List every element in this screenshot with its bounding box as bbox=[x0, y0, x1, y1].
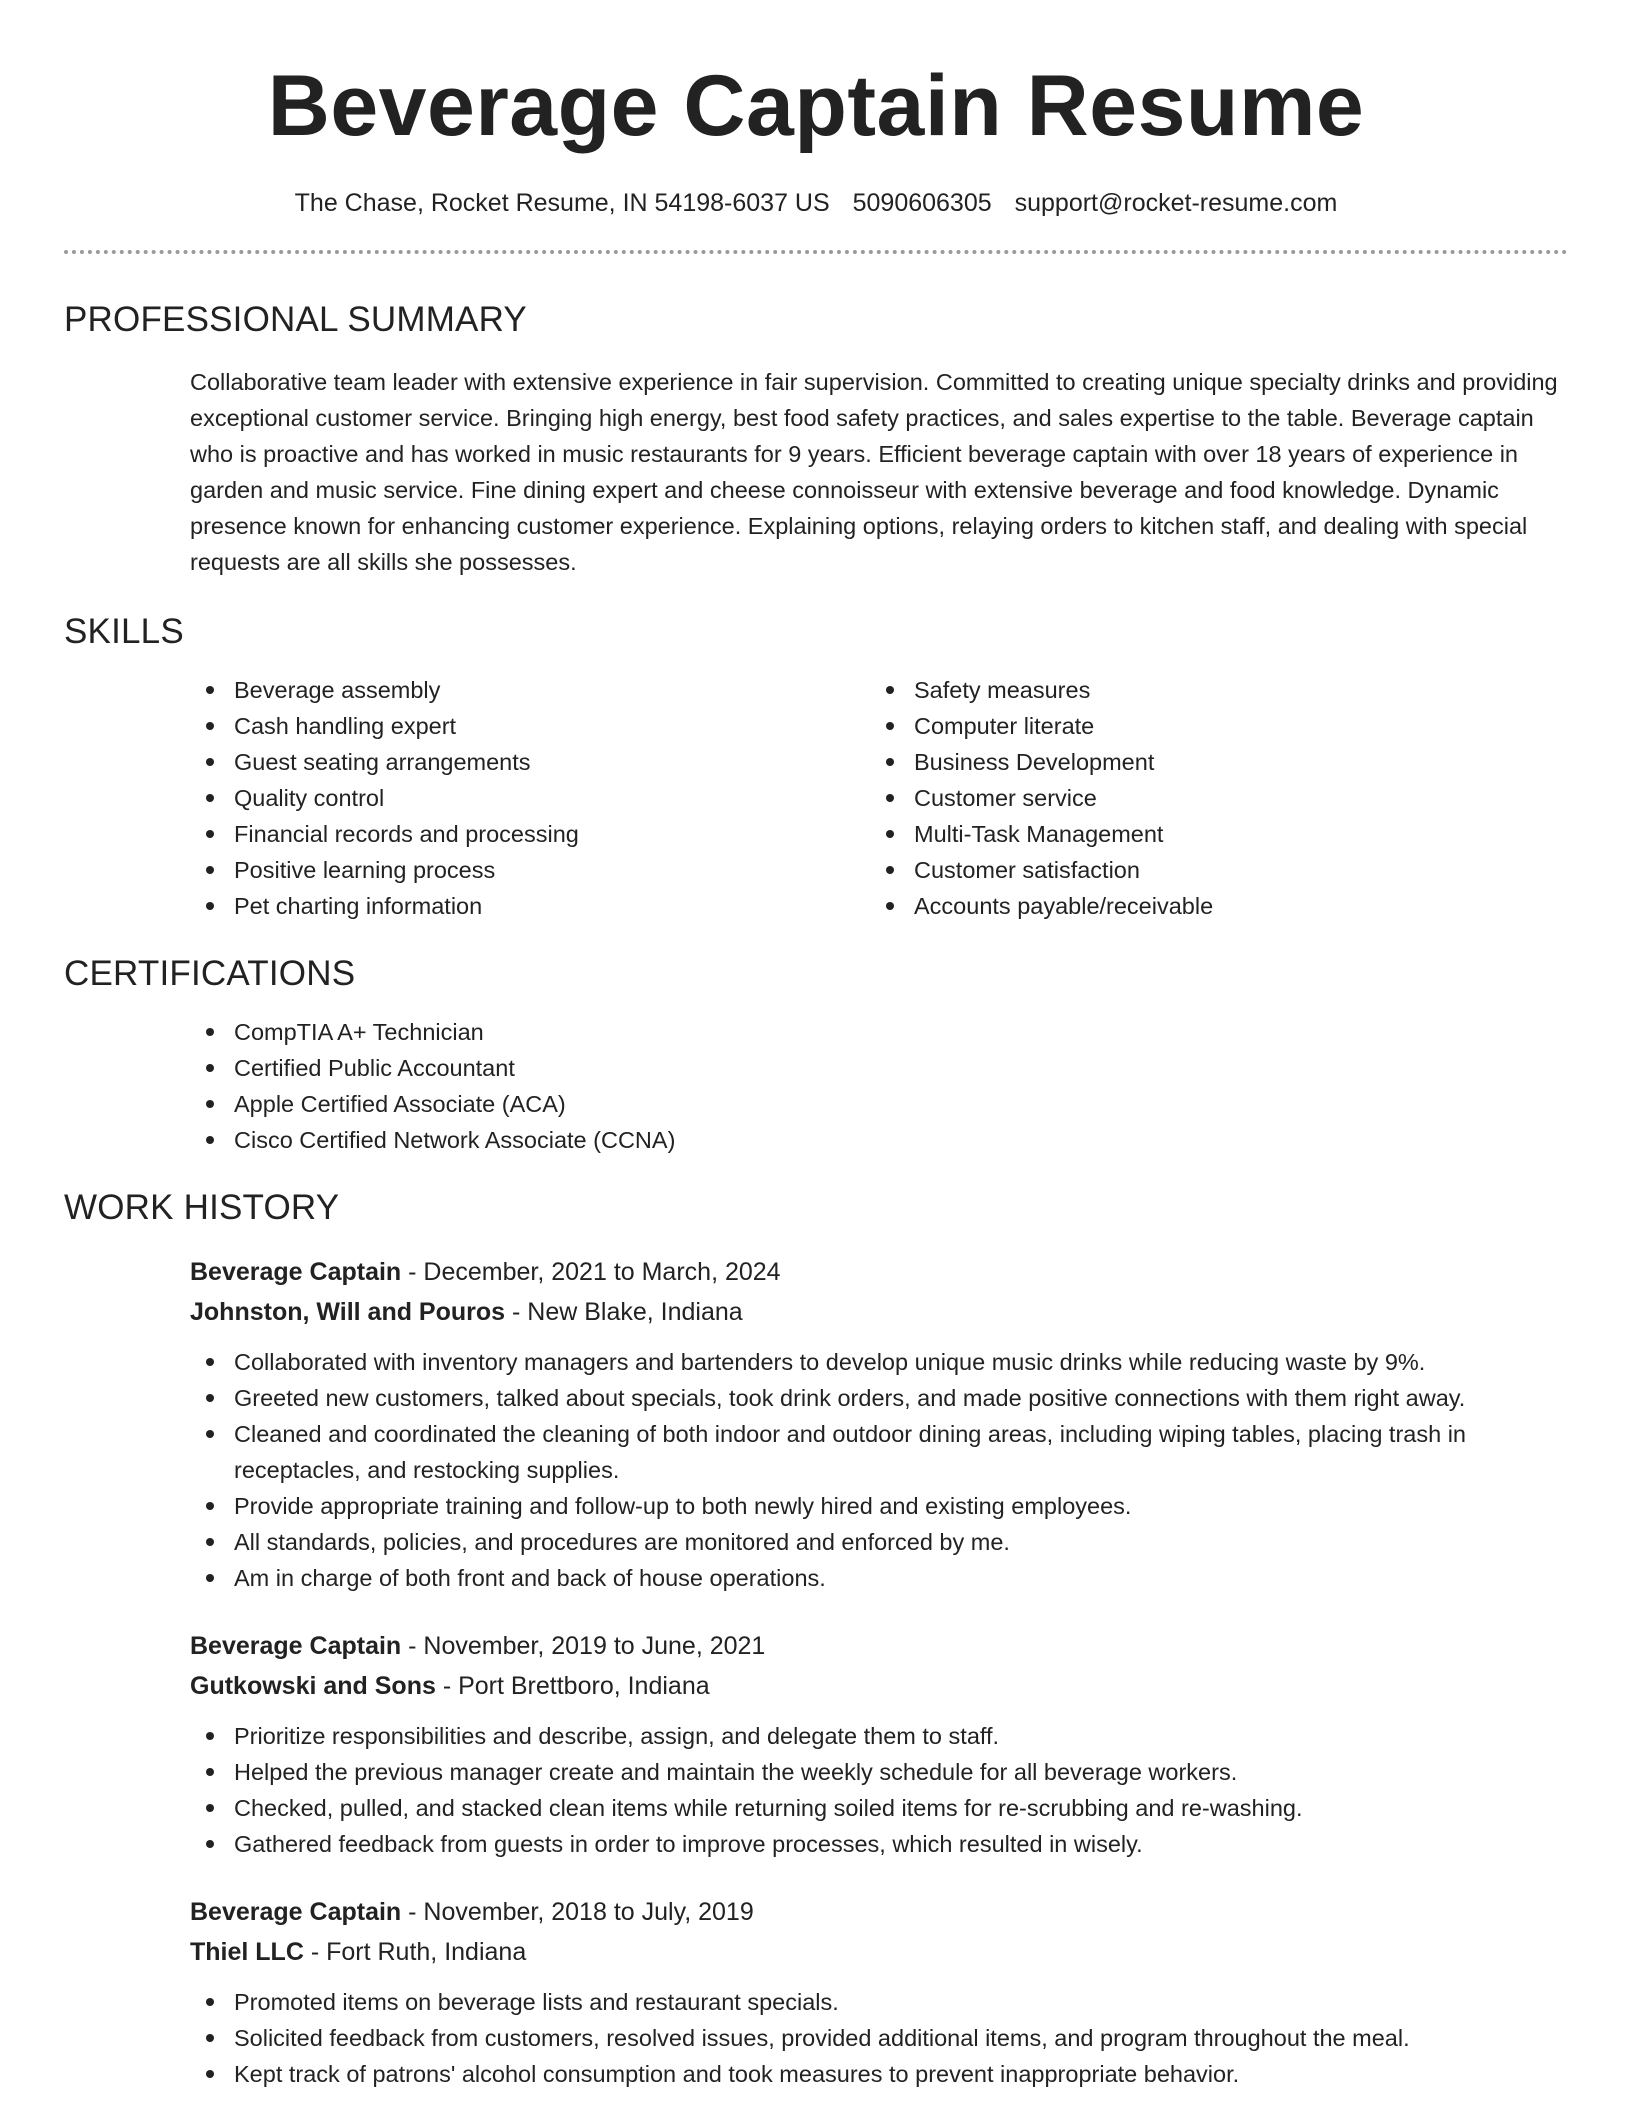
certification-item: CompTIA A+ Technician bbox=[190, 1014, 1568, 1050]
job-bullet: Checked, pulled, and stacked clean items while returning soiled items for re-scrubbing and re-washing. bbox=[190, 1790, 1568, 1826]
summary-text: Collaborative team leader with extensive experience in fair supervision. Committed to creating unique specialty drinks and providing exceptional customer service. Bringing high energy, best food safety practices, and sales expertise to the table. Beverage captain who is proactive and has worked in music restaurants for 9 years. Efficient beverage captain with over 18 years of experience in garden and music service. Fine dining expert and cheese connoisseur with extensive beverage and food knowledge. Dynamic presence known for enhancing customer experience. Explaining options, relaying orders to kitchen staff, and dealing with special requests are all skills she possesses. bbox=[190, 369, 1558, 575]
skill-item: Pet charting information bbox=[190, 888, 870, 924]
job-title: Beverage Captain bbox=[190, 1258, 402, 1286]
job-dates: - December, 2021 to March, 2024 bbox=[401, 1258, 781, 1286]
job-company: Gutkowski and Sons bbox=[190, 1672, 436, 1700]
skill-item: Computer literate bbox=[870, 708, 1550, 744]
job-bullet: Am in charge of both front and back of house operations. bbox=[190, 1560, 1568, 1596]
contact-address: The Chase, Rocket Resume, IN 54198-6037 US bbox=[294, 189, 830, 217]
job-bullet: Promoted items on beverage lists and restaurant specials. bbox=[190, 1984, 1568, 2020]
job-company: Thiel LLC bbox=[190, 1938, 304, 1966]
job-title-line bbox=[190, 1626, 1568, 1666]
skills-list-right bbox=[870, 672, 1550, 924]
job-bullets bbox=[190, 1718, 1568, 1862]
job-title: Beverage Captain bbox=[190, 1632, 402, 1660]
skill-item: Beverage assembly bbox=[190, 672, 870, 708]
job-bullet: Provide appropriate training and follow-up to both newly hired and existing employees. bbox=[190, 1488, 1568, 1524]
job-title-line bbox=[190, 1892, 1568, 1932]
job-dates: - November, 2018 to July, 2019 bbox=[401, 1898, 754, 1926]
skill-item: Positive learning process bbox=[190, 852, 870, 888]
job-bullets bbox=[190, 1984, 1568, 2092]
skill-item: Quality control bbox=[190, 780, 870, 816]
skill-item: Financial records and processing bbox=[190, 816, 870, 852]
skill-item: Multi-Task Management bbox=[870, 816, 1550, 852]
certifications-heading: CERTIFICATIONS bbox=[64, 954, 356, 993]
job-bullet: Kept track of patrons' alcohol consumption and took measures to prevent inappropriate behavior. bbox=[190, 2056, 1568, 2092]
page-title: Beverage Captain Resume bbox=[267, 58, 1365, 154]
contact-line bbox=[64, 186, 1568, 220]
skills-heading: SKILLS bbox=[64, 612, 184, 651]
job-bullet: Collaborated with inventory managers and bartenders to develop unique music drinks while reducing waste by 9%. bbox=[190, 1344, 1568, 1380]
job-location: - Fort Ruth, Indiana bbox=[303, 1938, 527, 1966]
skill-item: Customer service bbox=[870, 780, 1550, 816]
job-bullet: Cleaned and coordinated the cleaning of both indoor and outdoor dining areas, including wiping tables, placing trash in receptacles, and restocking supplies. bbox=[190, 1416, 1568, 1488]
work-history-heading: WORK HISTORY bbox=[64, 1188, 340, 1227]
certifications-list bbox=[190, 1014, 1568, 1158]
job-company-line bbox=[190, 1932, 1568, 1972]
job-title: Beverage Captain bbox=[190, 1898, 402, 1926]
resume-page bbox=[64, 0, 1568, 2092]
job-entry bbox=[190, 1252, 1568, 1596]
skill-item: Customer satisfaction bbox=[870, 852, 1550, 888]
job-bullet: Greeted new customers, talked about specials, took drink orders, and made positive connections with them right away. bbox=[190, 1380, 1568, 1416]
header-divider bbox=[64, 250, 1568, 254]
job-title-line bbox=[190, 1252, 1568, 1292]
job-bullet: All standards, policies, and procedures are monitored and enforced by me. bbox=[190, 1524, 1568, 1560]
job-bullet: Helped the previous manager create and maintain the weekly schedule for all beverage workers. bbox=[190, 1754, 1568, 1790]
job-bullet: Prioritize responsibilities and describe, assign, and delegate them to staff. bbox=[190, 1718, 1568, 1754]
skill-item: Safety measures bbox=[870, 672, 1550, 708]
skill-item: Cash handling expert bbox=[190, 708, 870, 744]
job-entry bbox=[190, 1892, 1568, 2092]
skills-list-left bbox=[190, 672, 870, 924]
summary-heading: PROFESSIONAL SUMMARY bbox=[64, 300, 527, 339]
job-company: Johnston, Will and Pouros bbox=[190, 1298, 506, 1326]
job-dates: - November, 2019 to June, 2021 bbox=[401, 1632, 766, 1660]
job-company-line bbox=[190, 1292, 1568, 1332]
skill-item: Accounts payable/receivable bbox=[870, 888, 1550, 924]
certification-item: Apple Certified Associate (ACA) bbox=[190, 1086, 1568, 1122]
job-bullet: Gathered feedback from guests in order to improve processes, which resulted in wisely. bbox=[190, 1826, 1568, 1862]
certification-item: Certified Public Accountant bbox=[190, 1050, 1568, 1086]
certification-item: Cisco Certified Network Associate (CCNA) bbox=[190, 1122, 1568, 1158]
job-location: - New Blake, Indiana bbox=[505, 1298, 743, 1326]
job-bullet: Solicited feedback from customers, resolved issues, provided additional items, and program throughout the meal. bbox=[190, 2020, 1568, 2056]
skill-item: Guest seating arrangements bbox=[190, 744, 870, 780]
contact-phone: 5090606305 bbox=[852, 189, 992, 217]
job-location: - Port Brettboro, Indiana bbox=[435, 1672, 710, 1700]
job-entry bbox=[190, 1626, 1568, 1862]
job-company-line bbox=[190, 1666, 1568, 1706]
skill-item: Business Development bbox=[870, 744, 1550, 780]
contact-email: support@rocket-resume.com bbox=[1014, 189, 1338, 217]
skills-columns bbox=[190, 672, 1568, 924]
job-bullets bbox=[190, 1344, 1568, 1596]
